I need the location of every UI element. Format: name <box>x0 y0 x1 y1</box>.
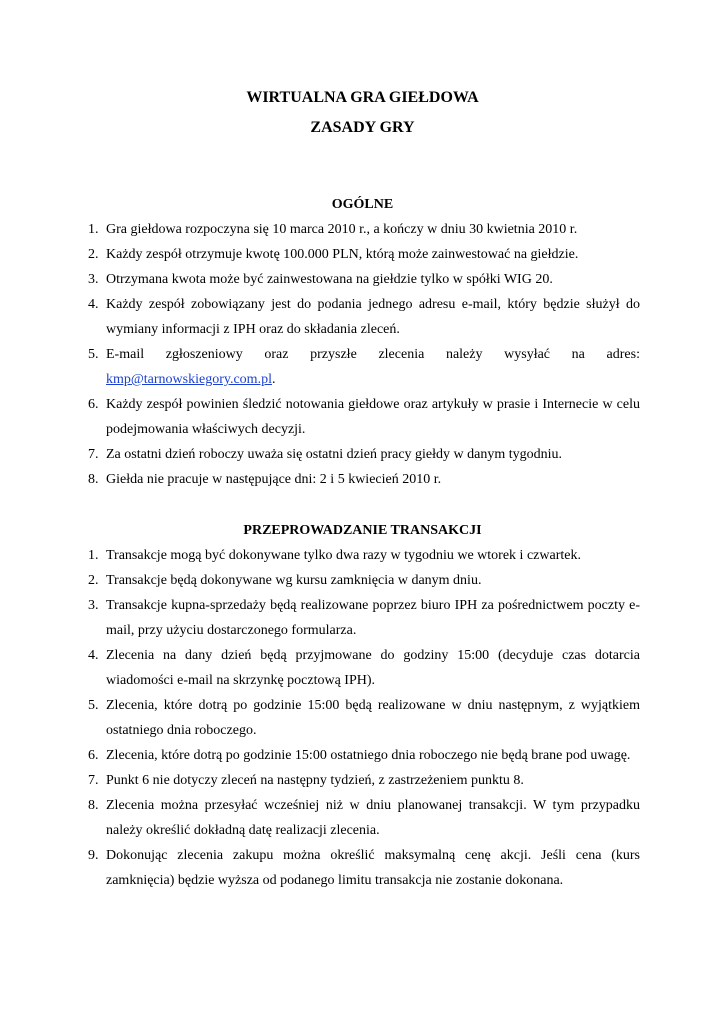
item-text: Giełda nie pracuje w następujące dni: 2 i 5 kwiecień 2010 r. <box>106 472 442 487</box>
item-text: Każdy zespół zobowiązany jest do podania jednego adresu e-mail, który będzie służył do wymiany informacji z IPH oraz do składania zleceń. <box>106 297 640 337</box>
item-text: Zlecenia, które dotrą po godzinie 15:00 ostatniego dnia roboczego nie będą brane pod uwagę. <box>106 748 631 763</box>
item-number: 7. <box>88 773 99 788</box>
item-text: Transakcje mogą być dokonywane tylko dwa razy w tygodniu we wtorek i czwartek. <box>106 548 581 563</box>
list-item <box>88 267 640 292</box>
list-item <box>88 292 640 342</box>
item-number: 2. <box>88 573 99 588</box>
list-item <box>88 743 640 768</box>
email-link[interactable]: kmp@tarnowskiegory.com.pl <box>106 372 272 387</box>
list-item <box>88 392 640 442</box>
item-number: 6. <box>88 748 99 763</box>
item-text: Zlecenia na dany dzień będą przyjmowane do godziny 15:00 (decyduje czas dotarcia wiadomości e-mail na skrzynkę pocztową IPH). <box>106 648 640 688</box>
list-item <box>88 242 640 267</box>
item-number: 1. <box>88 548 99 563</box>
item-number: 5. <box>88 698 99 713</box>
item-number: 5. <box>88 347 99 362</box>
item-text: Transakcje będą dokonywane wg kursu zamknięcia w danym dniu. <box>106 573 482 588</box>
item-text: Punkt 6 nie dotyczy zleceń na następny tydzień, z zastrzeżeniem punktu 8. <box>106 773 524 788</box>
item-text: Otrzymana kwota może być zainwestowana na giełdzie tylko w spółki WIG 20. <box>106 272 553 287</box>
list-item <box>88 843 640 893</box>
item-text-end: . <box>271 372 276 387</box>
item-text: Każdy zespół otrzymuje kwotę 100.000 PLN, którą może zainwestować na giełdzie. <box>106 247 579 262</box>
item-number: 3. <box>88 272 99 287</box>
item-text: Dokonując zlecenia zakupu można określić maksymalną cenę akcji. Jeśli cena (kurs zamknięcia) będzie wyższa od podanego limitu transakcja nie zostanie dokonana. <box>106 848 640 888</box>
list-item <box>88 217 640 242</box>
item-text: Każdy zespół powinien śledzić notowania giełdowe oraz artykuły w prasie i Internecie w celu podejmowania właściwych decyzji. <box>106 397 640 437</box>
item-number: 7. <box>88 447 99 462</box>
document-title: WIRTUALNA GRA GIEŁDOWA <box>246 89 479 106</box>
document-subtitle: ZASADY GRY <box>310 119 415 136</box>
list-item <box>88 543 640 568</box>
list-item <box>88 693 640 743</box>
item-text: Zlecenia można przesyłać wcześniej niż w dniu planowanej transakcji. W tym przypadku należy określić dokładną datę realizacji zlecenia. <box>106 798 640 838</box>
item-number: 2. <box>88 247 99 262</box>
transaction-rules-list <box>88 543 640 893</box>
list-item <box>88 442 640 467</box>
list-item <box>88 768 640 793</box>
item-text: Gra giełdowa rozpoczyna się 10 marca 2010 r., a kończy w dniu 30 kwietnia 2010 r. <box>106 222 578 237</box>
item-number: 4. <box>88 297 99 312</box>
list-item <box>88 793 640 843</box>
list-item <box>88 342 640 392</box>
item-number: 1. <box>88 222 99 237</box>
section-heading-general: OGÓLNE <box>331 197 394 212</box>
item-number: 3. <box>88 598 99 613</box>
item-number: 6. <box>88 397 99 412</box>
item-text: Za ostatni dzień roboczy uważa się ostatni dzień pracy giełdy w danym tygodniu. <box>106 447 563 462</box>
section-heading-transactions: PRZEPROWADZANIE TRANSAKCJI <box>243 523 482 538</box>
item-number: 8. <box>88 472 99 487</box>
list-item <box>88 643 640 693</box>
list-item <box>88 467 640 492</box>
item-number: 8. <box>88 798 99 813</box>
item-text: Transakcje kupna-sprzedaży będą realizowane poprzez biuro IPH za pośrednictwem poczty e-mail, przy użyciu dostarczonego formularza. <box>106 598 640 638</box>
item-text: Zlecenia, które dotrą po godzinie 15:00 będą realizowane w dniu następnym, z wyjątkiem ostatniego dnia roboczego. <box>106 698 640 738</box>
item-number: 9. <box>88 848 99 863</box>
item-text: E-mail zgłoszeniowy oraz przyszłe zlecenia należy wysyłać na adres: <box>106 347 640 362</box>
item-number: 4. <box>88 648 99 663</box>
general-rules-list <box>88 217 640 492</box>
list-item <box>88 593 640 643</box>
list-item <box>88 568 640 593</box>
